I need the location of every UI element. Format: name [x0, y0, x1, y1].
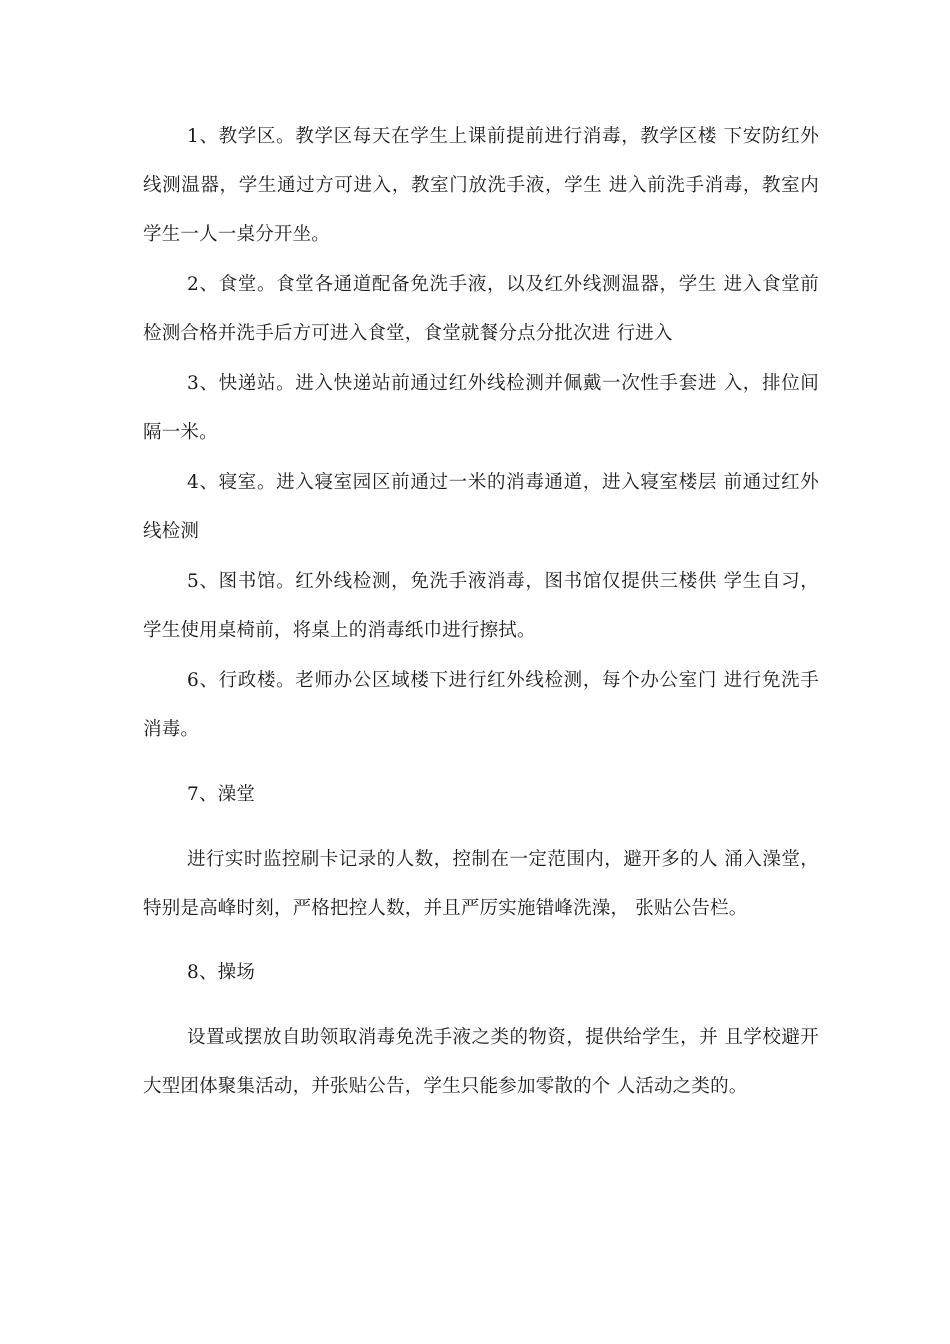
paragraph-library: 5、图书馆。红外线检测，免洗手液消毒，图书馆仅提供三楼供 学生自习，学生使用桌椅前，将桌上的消毒纸巾进行擦拭。	[143, 571, 819, 641]
heading-playground: 8、操场	[187, 962, 256, 983]
paragraph-express-station: 3、快递站。进入快递站前通过红外线检测并佩戴一次性手套进 入，排位间隔一米。	[143, 373, 819, 443]
paragraph-cafeteria: 2、食堂。食堂各通道配备免洗手液，以及红外线测温器，学生 进入食堂前检测合格并洗手后方可进入食堂，食堂就餐分点分批次进 行进入	[143, 274, 819, 344]
heading-bathhouse: 7、澡堂	[187, 784, 256, 805]
paragraph-bathhouse: 进行实时监控刷卡记录的人数，控制在一定范围内，避开多的人 涌入澡堂，特别是高峰时刻，严格把控人数，并且严厉实施错峰洗澡， 张贴公告栏。	[143, 849, 819, 919]
paragraph-teaching-area: 1、教学区。教学区每天在学生上课前提前进行消毒，教学区楼 下安防红外线测温器，学生通过方可进入，教室门放洗手液，学生 进入前洗手消毒，教室内学生一人一桌分开坐。	[143, 126, 819, 245]
document-page	[143, 112, 819, 1111]
paragraph-playground: 设置或摆放自助领取消毒免洗手液之类的物资，提供给学生，并 且学校避开大型团体聚集活动，并张贴公告，学生只能参加零散的个 人活动之类的。	[143, 1027, 819, 1097]
paragraph-admin-building: 6、行政楼。老师办公区域楼下进行红外线检测，每个办公室门 进行免洗手消毒。	[143, 670, 819, 740]
paragraph-dormitory: 4、寝室。进入寝室园区前通过一米的消毒通道，进入寝室楼层 前通过红外线检测	[143, 472, 819, 542]
